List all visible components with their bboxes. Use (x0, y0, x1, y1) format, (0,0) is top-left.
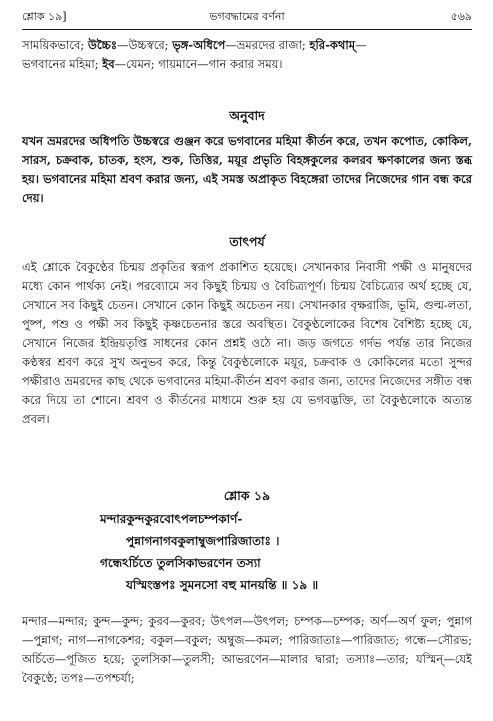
word-gloss: সাময়িকভাবে; (22, 38, 88, 52)
header-verse-ref: শ্লোক ১৯] (22, 10, 67, 23)
header-chapter-title: ভগবদ্ধামের বর্ণনা (209, 10, 285, 23)
verse-line-3: গন্ধেঽর্চিতে তুলসিকাভরণেন তস্যা (100, 556, 261, 570)
header-page-number: ৫৬৯ (450, 10, 472, 23)
word-term: ভৃঙ্গ-অধিপে (172, 38, 226, 52)
header-divider (22, 29, 472, 30)
word-gloss: —উচ্চস্বরে; (117, 38, 173, 52)
purport-text: এই শ্লোকে বৈকুণ্ঠের চিন্ময় প্রকৃতির স্বরূপ প্রকাশিত হয়েছে। সেখানকার নিবাসী পক্ষী ও মানুষদের মধ্যে কোন পার্থক্য নেই। পরব্যোমে সব কিছুই চিন্ময় ও বৈচিত্র্যপূর্ণ। চিন্ময় বৈচিত্র্যের অর্থ হচ্ছে যে, সেখানে সব কিছুই চেতন। সেখানে কোন কিছুই অচেতন নয়। সেখানকার বৃক্ষরাজি, ভূমি, গুল্ম-লতা, পুষ্প, পশু ও পক্ষী সব কিছুই কৃষ্ণচেতনার স্তরে অবস্থিত। বৈকুণ্ঠলোকের বিশেষ বৈশিষ্ট্য হচ্ছে যে, সেখানে নিজের ইন্দ্রিয়তৃপ্তি সাধনের কোন প্রশ্নই ওঠে না। জড় জগতে গর্দভ পর্যন্ত তার নিজের কণ্ঠস্বর শ্রবণ করে সুখ অনুভব করে, কিন্তু বৈকুণ্ঠলোকে ময়ূর, চক্রবাক ও কোকিলের মতো সুন্দর পক্ষীরাও ভ্রমরদের কাছ থেকে ভগবানের মহিমা-কীর্তন শ্রবণ করার জন্য, তাদের নিজেদের সঙ্গীত বন্ধ করে দিয়ে তা শোনে। শ্রবণ ও কীর্তনের মাধ্যমে শুরু হয় যে ভগবদ্ভক্তি, তা বৈকুণ্ঠলোকে অত্যন্ত প্রবল। (22, 260, 472, 426)
word-term: হরি-কথাম্ (309, 38, 356, 52)
sanskrit-verse (22, 508, 472, 596)
word-gloss: —ভ্রমরদের রাজা; (225, 38, 310, 52)
intro-line-1 (22, 36, 472, 55)
word-gloss: —যেমন; গায়মানে—গান করার সময়। (114, 57, 283, 71)
word-gloss: ভগবানের মহিমা; (22, 57, 103, 71)
synonyms-text: মন্দার—মন্দার; কুন্দ—কুন্দ; কুরব—কুরব; উৎপল—উৎপল; চম্পক—চম্পক; অর্ণ—অর্ণ ফুল; পুন্নাগ—পুন্নাগ; নাগ—নাগকেশর; বকুল—বকুল; অম্বুজ—কমল; পারিজাতাঃ—পারিজাত; গন্ধে—সৌরভ; অর্চিতে—পূজিত হয়ে; তুলসিকা—তুলসী; আভরণেন—মালার দ্বারা; তস্যাঃ—তার; যস্মিন্—যেই বৈকুণ্ঠে; তপঃ—তপশ্চর্যা; (22, 614, 472, 685)
intro-word-meanings (22, 36, 472, 74)
translation-heading: অনুবাদ (229, 108, 265, 123)
word-term: ইব (102, 57, 115, 71)
running-header (22, 8, 472, 28)
purport-heading: তাৎপর্য (229, 234, 265, 249)
word-gloss: — (355, 38, 367, 52)
intro-line-2 (22, 55, 472, 74)
verse-line-4: যস্মিংস্তপঃ সুমনসো বহু মানয়ন্তি ॥ ১৯ ॥ (126, 578, 319, 592)
verse-heading: শ্লোক ১৯ (223, 488, 271, 503)
translation-text: যখন ভ্রমরদের অধিপতি উচ্চস্বরে গুঞ্জন করে ভগবানের মহিমা কীর্তন করে, তখন কপোত, কোকিল, সারস, চক্রবাক, চাতক, হংস, শুক, তিত্তির, ময়ূর প্রভৃতি বিহঙ্গকুলের কলরব ক্ষণকালের জন্য স্তব্ধ হয়। ভগবানের মহিমা শ্রবণ করার জন্য, এই সমস্ত অপ্রাকৃত বিহঙ্গেরা তাদের নিজেদের গান বন্ধ করে দেয়। (22, 134, 472, 205)
verse-line-1: মন্দারকুন্দকুরবোৎপলচম্পকার্ণ- (100, 512, 243, 526)
verse-line-2: পুন্নাগনাগবকুলাম্বুজপারিজাতাঃ । (126, 534, 280, 548)
word-term: উচ্চৈঃ (87, 38, 118, 52)
